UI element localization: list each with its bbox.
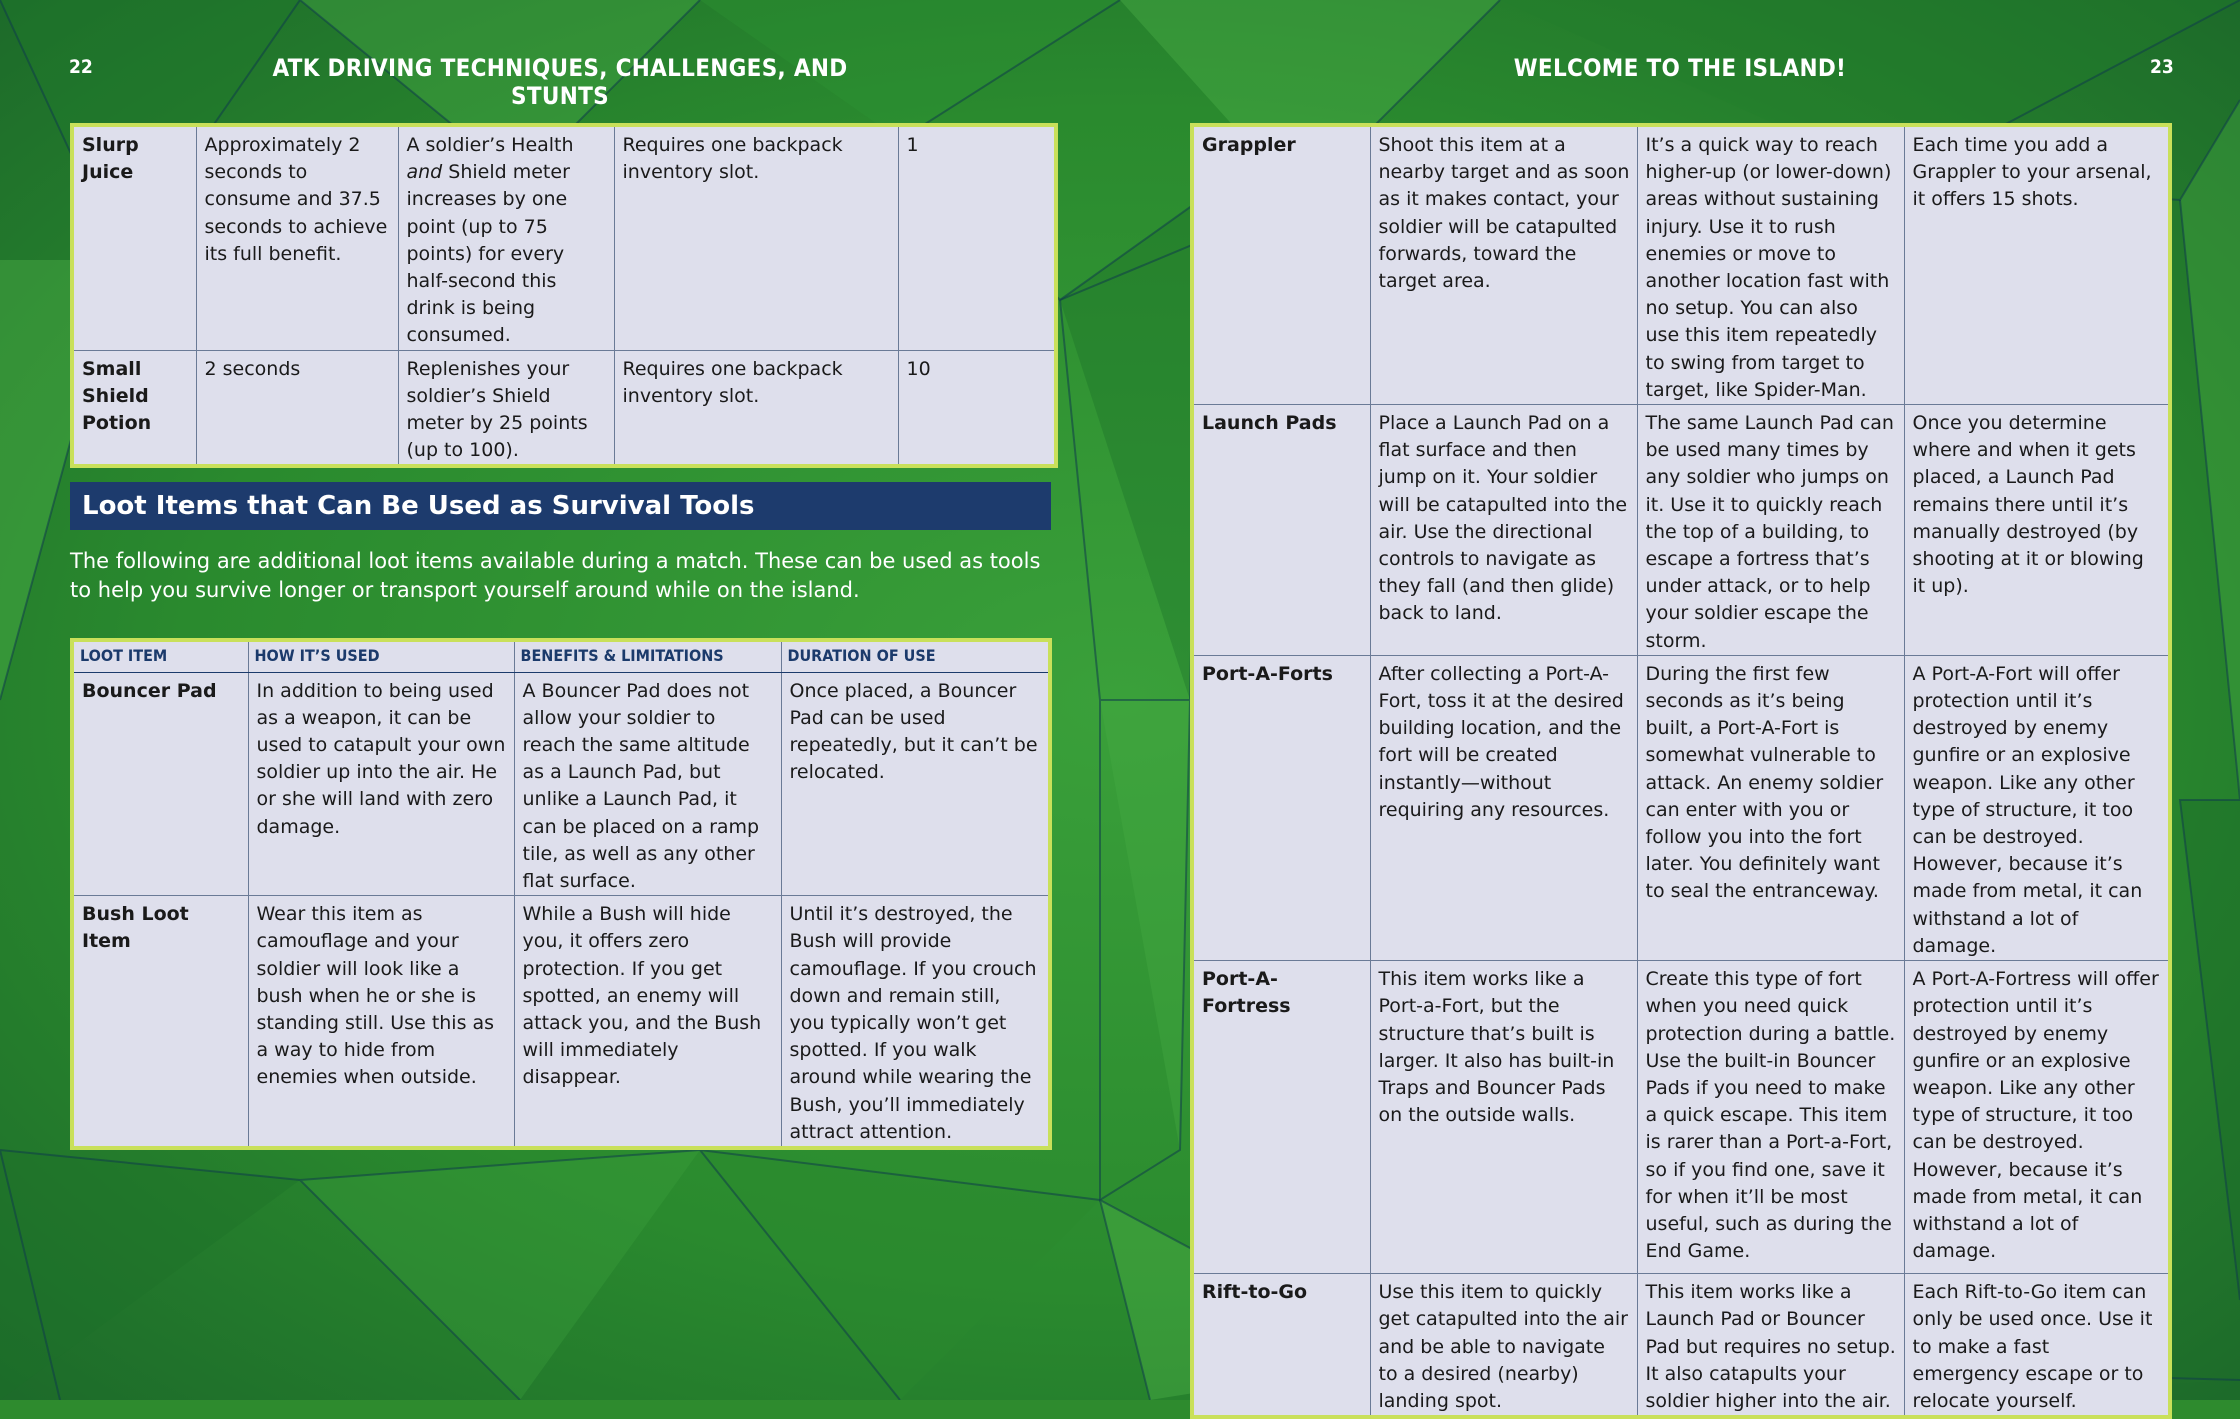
- table-row: [1192, 405, 2170, 656]
- duration-cell: A Port-A-Fortress will offer protection until it’s destroyed by enemy gunfire or an explosive weapon. Like any other type of structure, it too can be destroyed. However, because it’s made from metal, it can withstand a lot of damage.: [1904, 961, 2170, 1274]
- how-used-cell: Shoot this item at a nearby target and as soon as it makes contact, your soldier will be catapulted forwards, toward the target area.: [1370, 125, 1637, 405]
- duration-cell: A Port-A-Fort will offer protection until it’s destroyed by enemy gunfire or an explosive weapon. Like any other type of structure, it too can be destroyed. However, because it’s made from metal, it can withstand a lot of damage.: [1904, 655, 2170, 960]
- running-head-left: ATK DRIVING TECHNIQUES, CHALLENGES, AND STUNTS: [272, 54, 848, 110]
- time-cell: 2 seconds: [196, 350, 398, 466]
- table-row: [72, 672, 1050, 896]
- table-row: [1192, 1274, 2170, 1418]
- duration-cell: Each Rift-to-Go item can only be used once. Use it to make a fast emergency escape or to relocate yourself.: [1904, 1274, 2170, 1418]
- benefits-cell: It’s a quick way to reach higher-up (or lower-down) areas without sustaining injury. Use it to rush enemies or move to another location fast with no setup. You can also use this item repeatedly to swing from target to target, like Spider-Man.: [1637, 125, 1904, 405]
- loot-items-table: [70, 638, 1052, 1150]
- item-name: Bush Loot Item: [72, 896, 248, 1148]
- loot-items-table-continued: [1190, 123, 2172, 1419]
- item-name: Port-A-Fortress: [1192, 961, 1370, 1274]
- table-row: [1192, 125, 2170, 405]
- table-row: [1192, 961, 2170, 1274]
- count-cell: 10: [898, 350, 1056, 466]
- item-name: Launch Pads: [1192, 405, 1370, 656]
- how-used-cell: This item works like a Port-a-Fort, but the structure that’s built is larger. It also has built-in Traps and Bouncer Pads on the outside walls.: [1370, 961, 1637, 1274]
- running-head-right: WELCOME TO THE ISLAND!: [1513, 54, 1847, 82]
- item-name: Port-A-Forts: [1192, 655, 1370, 960]
- table-row: [1192, 655, 2170, 960]
- effect-cell: A soldier’s Health and Shield meter increases by one point (up to 75 points) for every half-second this drink is being consumed.: [398, 125, 614, 350]
- page-number-right: 23: [2150, 56, 2174, 78]
- column-header: HOW IT’S USED: [248, 640, 514, 672]
- table-row: [72, 125, 1056, 350]
- duration-cell: Each time you add a Grappler to your arsenal, it offers 15 shots.: [1904, 125, 2170, 405]
- table-row: [72, 350, 1056, 466]
- how-used-cell: Place a Launch Pad on a flat surface and then jump on it. Your soldier will be catapulted into the air. Use the directional controls to navigate as they fall (and then glide) back to land.: [1370, 405, 1637, 656]
- column-header: LOOT ITEM: [72, 640, 248, 672]
- page-number-left: 22: [69, 56, 93, 78]
- duration-cell: Once you determine where and when it gets placed, a Launch Pad remains there until it’s manually destroyed (by shooting at it or blowing it up).: [1904, 405, 2170, 656]
- effect-cell: Replenishes your soldier’s Shield meter by 25 points (up to 100).: [398, 350, 614, 466]
- intro-paragraph: The following are additional loot items available during a match. These can be used as tools to help you survive longer or transport yourself around while on the island.: [70, 549, 1041, 602]
- table-row: [72, 896, 1050, 1148]
- how-used-cell: After collecting a Port-A-Fort, toss it at the desired building location, and the fort will be created instantly—without requiring any resources.: [1370, 655, 1637, 960]
- time-cell: Approximately 2 seconds to consume and 37.5 seconds to achieve its full benefit.: [196, 125, 398, 350]
- duration-cell: Until it’s destroyed, the Bush will provide camouflage. If you crouch down and remain still, you typically won’t get spotted. If you walk around while wearing the Bush, you’ll immediately attract attention.: [781, 896, 1050, 1148]
- benefits-cell: This item works like a Launch Pad or Bouncer Pad but requires no setup. It also catapults your soldier higher into the air.: [1637, 1274, 1904, 1418]
- benefits-cell: A Bouncer Pad does not allow your soldier to reach the same altitude as a Launch Pad, but unlike a Launch Pad, it can be placed on a ramp tile, as well as any other flat surface.: [514, 672, 781, 896]
- item-name: Grappler: [1202, 134, 1296, 156]
- benefits-cell: While a Bush will hide you, it offers zero protection. If you get spotted, an enemy will attack you, and the Bush will immediately disappear.: [514, 896, 781, 1148]
- item-name: Rift-to-Go: [1192, 1274, 1370, 1418]
- item-name: Slurp Juice: [82, 134, 139, 184]
- duration-cell: Once placed, a Bouncer Pad can be used repeatedly, but it can’t be relocated.: [781, 672, 1050, 896]
- item-name: Bouncer Pad: [72, 672, 248, 896]
- benefits-cell: During the first few seconds as it’s being built, a Port-A-Fort is somewhat vulnerable to attack. An enemy soldier can enter with you or follow you into the fort later. You definitely want to seal the entranceway.: [1637, 655, 1904, 960]
- count-cell: 1: [898, 125, 1056, 350]
- how-used-cell: Use this item to quickly get catapulted into the air and be able to navigate to a desired (nearby) landing spot.: [1370, 1274, 1637, 1418]
- benefits-cell: The same Launch Pad can be used many times by any soldier who jumps on it. Use it to quickly reach the top of a building, to escape a fortress that’s under attack, or to help your soldier escape the storm.: [1637, 405, 1904, 656]
- column-header: BENEFITS & LIMITATIONS: [514, 640, 781, 672]
- column-header: DURATION OF USE: [781, 640, 1050, 672]
- item-name: Small Shield Potion: [72, 350, 196, 466]
- how-used-cell: Wear this item as camouflage and your soldier will look like a bush when he or she is standing still. Use this as a way to hide from enemies when outside.: [248, 896, 514, 1148]
- table-header-row: [72, 640, 1050, 672]
- section-heading: Loot Items that Can Be Used as Survival Tools: [70, 482, 1051, 530]
- benefits-cell: Create this type of fort when you need quick protection during a battle. Use the built-in Bouncer Pads if you need to make a quick escape. This item is rarer than a Port-a-Fort, so if you find one, save it for when it’ll be most useful, such as during the End Game.: [1637, 961, 1904, 1274]
- how-used-cell: In addition to being used as a weapon, it can be used to catapult your own soldier up into the air. He or she will land with zero damage.: [248, 672, 514, 896]
- consumables-table-continued: [70, 123, 1058, 468]
- requirement-cell: Requires one backpack inventory slot.: [614, 350, 898, 466]
- requirement-cell: Requires one backpack inventory slot.: [614, 125, 898, 350]
